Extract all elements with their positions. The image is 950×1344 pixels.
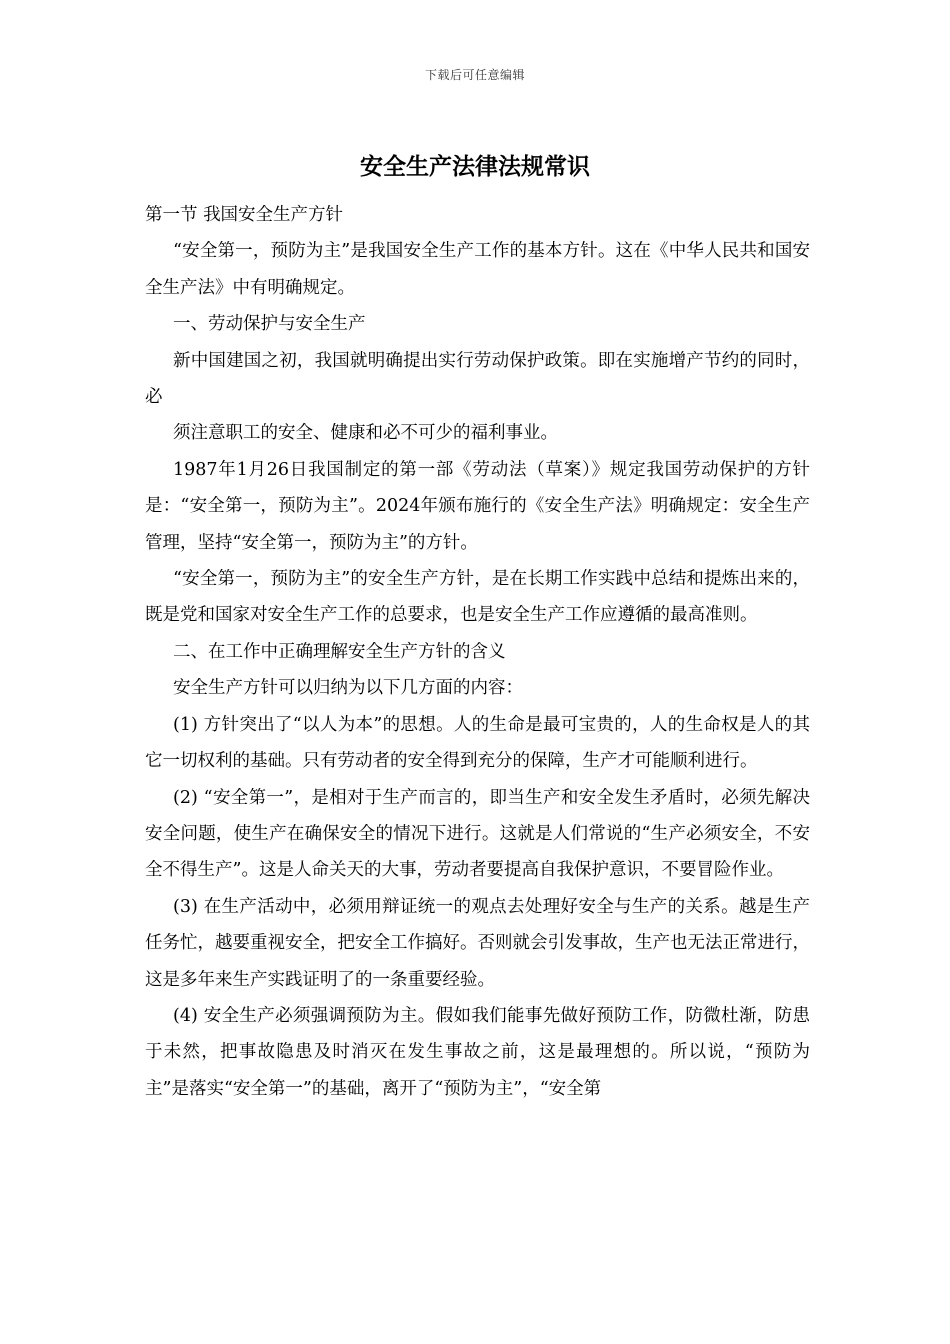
paragraph: 1987年1月26日我国制定的第一部《劳动法（草案）》规定我国劳动保护的方针是：“安全第一，预防为主”。2024年颁布施行的《安全生产法》明确规定：安全生产管理，坚持“安全第一，预防为主”的方针。 xyxy=(145,459,810,553)
document-title: 安全生产法律法规常识 xyxy=(360,153,590,180)
paragraph: “安全第一，预防为主”的安全生产方针，是在长期工作实践中总结和提炼出来的，既是党和国家对安全生产工作的总要求，也是安全生产工作应遵循的最高准则。 xyxy=(145,569,810,626)
paragraph: 新中国建国之初，我国就明确提出实行劳动保护政策。即在实施增产节约的同时，必 xyxy=(145,350,810,408)
list-item: (4) 安全生产必须强调预防为主。假如我们能事先做好预防工作，防微杜渐，防患于未然，把事故隐患及时消灭在发生事故之前，这是最理想的。所以说，“预防为主”是落实“安全第一”的基础，离开了“预防为主”，“安全第 xyxy=(145,1005,810,1099)
list-item: (1) 方针突出了“以人为本”的思想。人的生命是最可宝贵的，人的生命权是人的其它一切权利的基础。只有劳动者的安全得到充分的保障，生产才可能顺利进行。 xyxy=(145,714,810,772)
list-item: (2) “安全第一”，是相对于生产而言的，即当生产和安全发生矛盾时，必须先解决安全问题，使生产在确保安全的情况下进行。这就是人们常说的“生产必须安全，不安全不得生产”。这是人命关天的大事，劳动者要提高自我保护意识，不要冒险作业。 xyxy=(145,787,810,881)
paragraph: 安全生产方针可以归纳为以下几方面的内容： xyxy=(173,678,523,699)
paragraph: 须注意职工的安全、健康和必不可少的福利事业。 xyxy=(173,423,558,444)
document-body xyxy=(145,197,810,1107)
subsection-heading: 一、劳动保护与安全生产 xyxy=(173,314,366,335)
list-item: (3) 在生产活动中，必须用辩证统一的观点去处理好安全与生产的关系。越是生产任务忙，越要重视安全，把安全工作搞好。否则就会引发事故，生产也无法正常进行，这是多年来生产实践证明了的一条重要经验。 xyxy=(145,896,810,990)
paragraph: “安全第一，预防为主”是我国安全生产工作的基本方针。这在《中华人民共和国安全生产法》中有明确规定。 xyxy=(145,241,810,298)
section-heading: 第一节 我国安全生产方针 xyxy=(145,205,344,225)
header-note: 下载后可任意编辑 xyxy=(424,68,525,82)
subsection-heading: 二、在工作中正确理解安全生产方针的含义 xyxy=(173,641,506,662)
